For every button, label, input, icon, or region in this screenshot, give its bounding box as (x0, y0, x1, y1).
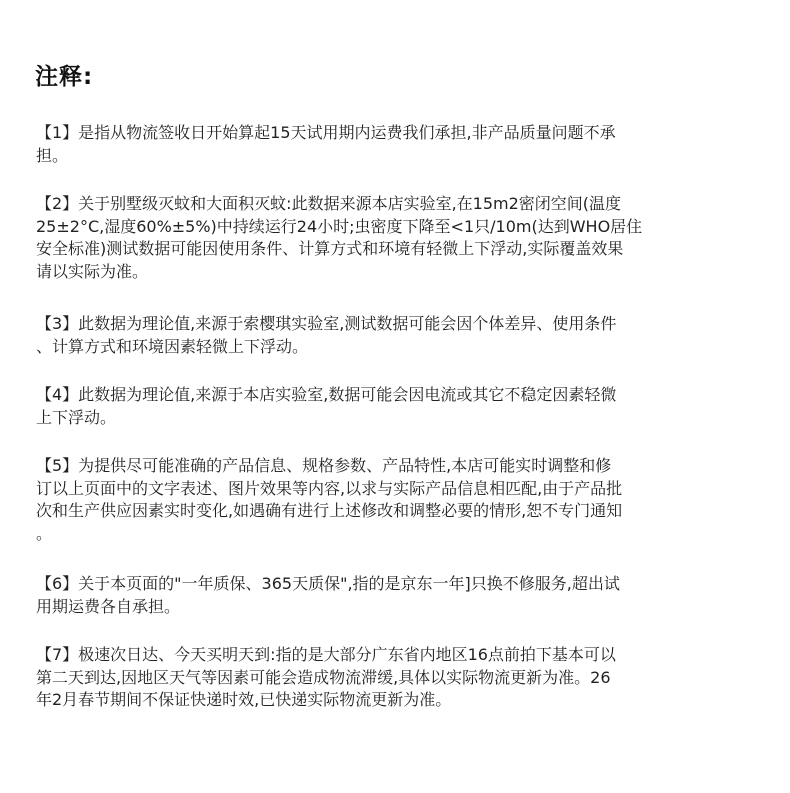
note-2-line: 安全标准)测试数据可能因使用条件、计算方式和环境有轻微上下浮动,实际覆盖效果 (36, 239, 624, 258)
note-2-line: 25±2°C,湿度60%±5%)中持续运行24小时;虫密度下降至<1只/10m(达到WHO居住 (36, 216, 643, 236)
note-4-line: 【4】此数据为理论值,来源于本店实验室,数据可能会因电流或其它不稳定因素轻微 (36, 385, 617, 404)
note-7-line: 【7】极速次日达、今天买明天到:指的是大部分广东省内地区16点前拍下基本可以 (36, 645, 616, 664)
note-4-line: 上下浮动。 (36, 407, 117, 427)
note-6-line: 【6】关于本页面的"一年质保、365天质保",指的是京东一年]只换不修服务,超出试 (36, 574, 620, 593)
note-paragraph-7 (36, 644, 760, 712)
page-title: 注释: (35, 64, 94, 90)
note-7-line: 年2月春节期间不保证快递时效,已快递实际物流更新为准。 (36, 690, 452, 709)
note-3-line: 【3】此数据为理论值,来源于索樱琪实验室,测试数据可能会因个体差异、使用条件 (36, 314, 617, 333)
note-3-line: 、计算方式和环境因素轻微上下浮动。 (36, 336, 309, 356)
note-5-line: 次和生产供应因素实时变化,如遇确有进行上述修改和调整必要的情形,恕不专门通知 (36, 501, 623, 520)
note-2-line: 请以实际为准。 (36, 261, 149, 281)
note-paragraph-2 (36, 193, 760, 283)
note-1-line: 担。 (36, 145, 69, 165)
note-paragraph-4 (36, 384, 760, 429)
note-1-line: 【1】是指从物流签收日开始算起15天试用期内运费我们承担,非产品质量问题不承 (36, 123, 616, 142)
note-5-line: 。 (36, 523, 53, 543)
note-paragraph-5 (36, 455, 760, 545)
note-paragraph-3 (36, 313, 760, 358)
note-5-line: 订以上页面中的文字表述、图片效果等内容,以求与实际产品信息相匹配,由于产品批 (36, 478, 623, 498)
note-paragraph-1 (36, 122, 760, 167)
note-7-line: 第二天到达,因地区天气等因素可能会造成物流滞缓,具体以实际物流更新为准。26 (36, 667, 611, 687)
note-5-line: 【5】为提供尽可能准确的产品信息、规格参数、产品特性,本店可能实时调整和修 (36, 456, 612, 475)
note-6-line: 用期运费各自承担。 (36, 596, 181, 616)
note-paragraph-6 (36, 573, 760, 618)
note-2-line: 【2】关于别墅级灭蚊和大面积灭蚊:此数据来源本店实验室,在15m2密闭空间(温度 (36, 194, 622, 213)
